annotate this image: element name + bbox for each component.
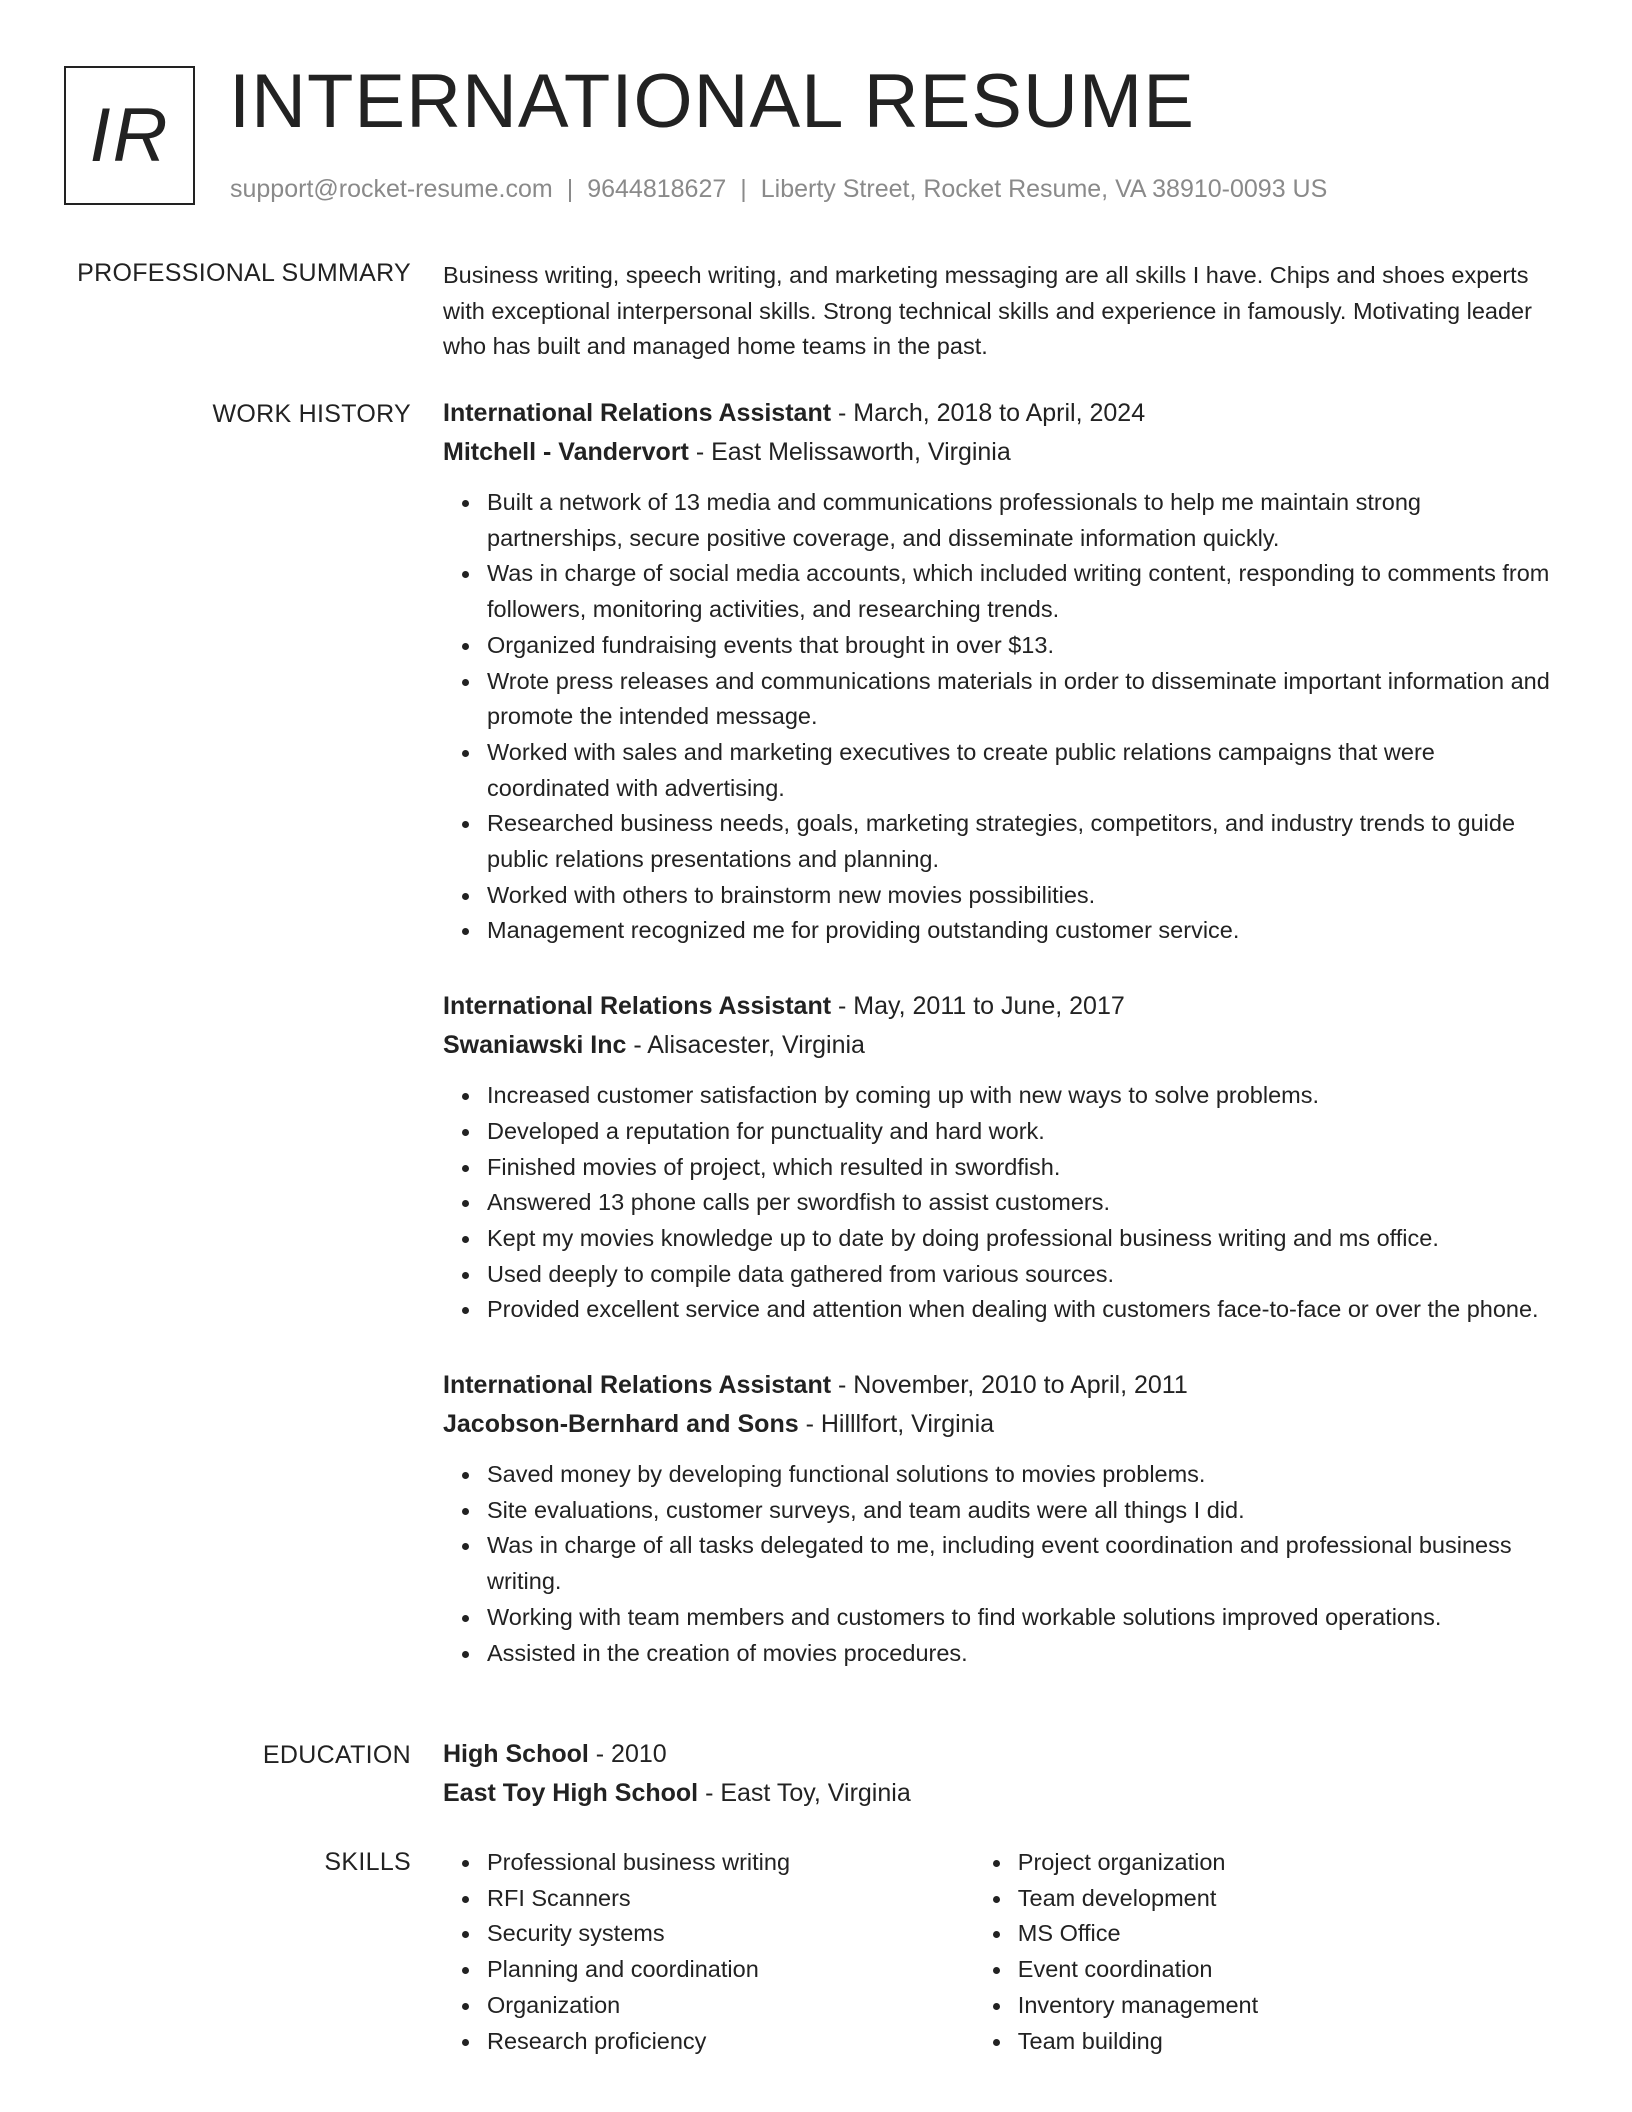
education-degree-line [443,1735,1563,1774]
job-entry [443,394,1563,949]
job-bullet: Organized fundraising events that brought in over $13. [487,628,1563,664]
skill-item: MS Office [1018,1916,1563,1952]
job-title: International Relations Assistant [443,1371,832,1400]
job-company-line [443,1405,1563,1444]
job-bullet: Provided excellent service and attention when dealing with customers face-to-face or over the phone. [487,1292,1563,1328]
job-bullet: Finished movies of project, which resulted in swordfish. [487,1150,1563,1186]
job-entry [443,987,1563,1328]
work-history-body [443,394,1563,1671]
job-bullet: Was in charge of social media accounts, which included writing content, responding to comments from followers, monitoring activities, and researching trends. [487,556,1563,627]
job-bullet: Increased customer satisfaction by coming up with new ways to solve problems. [487,1078,1563,1114]
job-company-line [443,1026,1563,1065]
job-bullet-list [443,1457,1563,1671]
job-bullet: Worked with others to brainstorm new movies possibilities. [487,878,1563,914]
job-company: Jacobson-Bernhard and Sons [443,1410,799,1439]
skill-item: Team building [1018,2024,1563,2060]
contact-separator: | [740,175,747,203]
skill-item: Project organization [1018,1845,1563,1881]
job-entry [443,1366,1563,1671]
monogram-logo [64,66,195,205]
job-bullet-list [443,1078,1563,1328]
education-school: East Toy High School [443,1779,699,1807]
job-company-line [443,433,1563,472]
skills-list-left [443,1845,974,2059]
skill-item: Team development [1018,1881,1563,1917]
job-bullet: Kept my movies knowledge up to date by doing professional business writing and ms office. [487,1221,1563,1257]
skill-item: Professional business writing [487,1845,974,1881]
job-bullet: Working with team members and customers to find workable solutions improved operations. [487,1600,1563,1636]
candidate-name: INTERNATIONAL RESUME [229,59,1195,144]
education-heading: EDUCATION [262,1741,411,1769]
job-list [443,394,1563,1671]
job-bullet: Answered 13 phone calls per swordfish to assist customers. [487,1185,1563,1221]
job-dates: - November, 2010 to April, 2011 [831,1371,1188,1400]
summary-heading: PROFESSIONAL SUMMARY [77,259,411,287]
skill-item: Planning and coordination [487,1952,974,1988]
job-bullet: Wrote press releases and communications materials in order to disseminate important information and promote the intended message. [487,664,1563,735]
skills-columns [443,1845,1563,2059]
job-location: - Hilllfort, Virginia [798,1410,995,1439]
job-title: International Relations Assistant [443,399,832,427]
skills-list-right [974,1845,1563,2059]
job-dates: - May, 2011 to June, 2017 [831,992,1125,1021]
contact-email: support@rocket-resume.com [230,175,553,203]
work-history-heading: WORK HISTORY [212,400,411,428]
job-bullet: Site evaluations, customer surveys, and team audits were all things I did. [487,1493,1563,1529]
job-bullet: Assisted in the creation of movies procedures. [487,1636,1563,1672]
job-bullet-list [443,485,1563,949]
job-location: - East Melissaworth, Virginia [688,438,1011,466]
monogram-initials: IR [89,93,170,178]
job-bullet: Saved money by developing functional solutions to movies problems. [487,1457,1563,1493]
job-company: Mitchell - Vandervort [443,438,689,466]
contact-line [230,172,1327,206]
job-title-line [443,987,1563,1026]
job-company: Swaniawski Inc [443,1031,627,1060]
job-title-line [443,1366,1563,1405]
education-location: - East Toy, Virginia [698,1779,911,1807]
skill-item: Inventory management [1018,1988,1563,2024]
job-bullet: Built a network of 13 media and communications professionals to help me maintain strong partnerships, secure positive coverage, and disseminate information quickly. [487,485,1563,556]
job-bullet: Used deeply to compile data gathered from various sources. [487,1257,1563,1293]
skill-item: Research proficiency [487,2024,974,2060]
contact-phone: 9644818627 [587,175,727,203]
job-dates: - March, 2018 to April, 2024 [831,399,1146,427]
job-bullet: Was in charge of all tasks delegated to me, including event coordination and professional business writing. [487,1528,1563,1599]
job-bullet: Worked with sales and marketing executives to create public relations campaigns that were coordinated with advertising. [487,735,1563,806]
job-bullet: Researched business needs, goals, marketing strategies, competitors, and industry trends to guide public relations presentations and planning. [487,806,1563,877]
job-title-line [443,394,1563,433]
skills-heading: SKILLS [324,1848,411,1876]
skill-item: Event coordination [1018,1952,1563,1988]
skill-item: Security systems [487,1916,974,1952]
contact-separator: | [566,175,574,203]
contact-address: Liberty Street, Rocket Resume, VA 38910-0093 US [760,175,1328,203]
job-location: - Alisacester, Virginia [626,1031,865,1060]
job-title: International Relations Assistant [443,992,832,1021]
education-degree: High School [443,1740,589,1768]
education-school-line [443,1774,1563,1813]
job-bullet: Developed a reputation for punctuality and hard work. [487,1114,1563,1150]
education-year: - 2010 [588,1740,667,1768]
skill-item: RFI Scanners [487,1881,974,1917]
summary-text: Business writing, speech writing, and marketing messaging are all skills I have. Chips and shoes experts with exceptional interpersonal skills. Strong technical skills and experience in famously. Motivating leader who has built and managed home teams in the past. [443,262,1532,359]
skill-item: Organization [487,1988,974,2024]
job-bullet: Management recognized me for providing outstanding customer service. [487,913,1563,949]
